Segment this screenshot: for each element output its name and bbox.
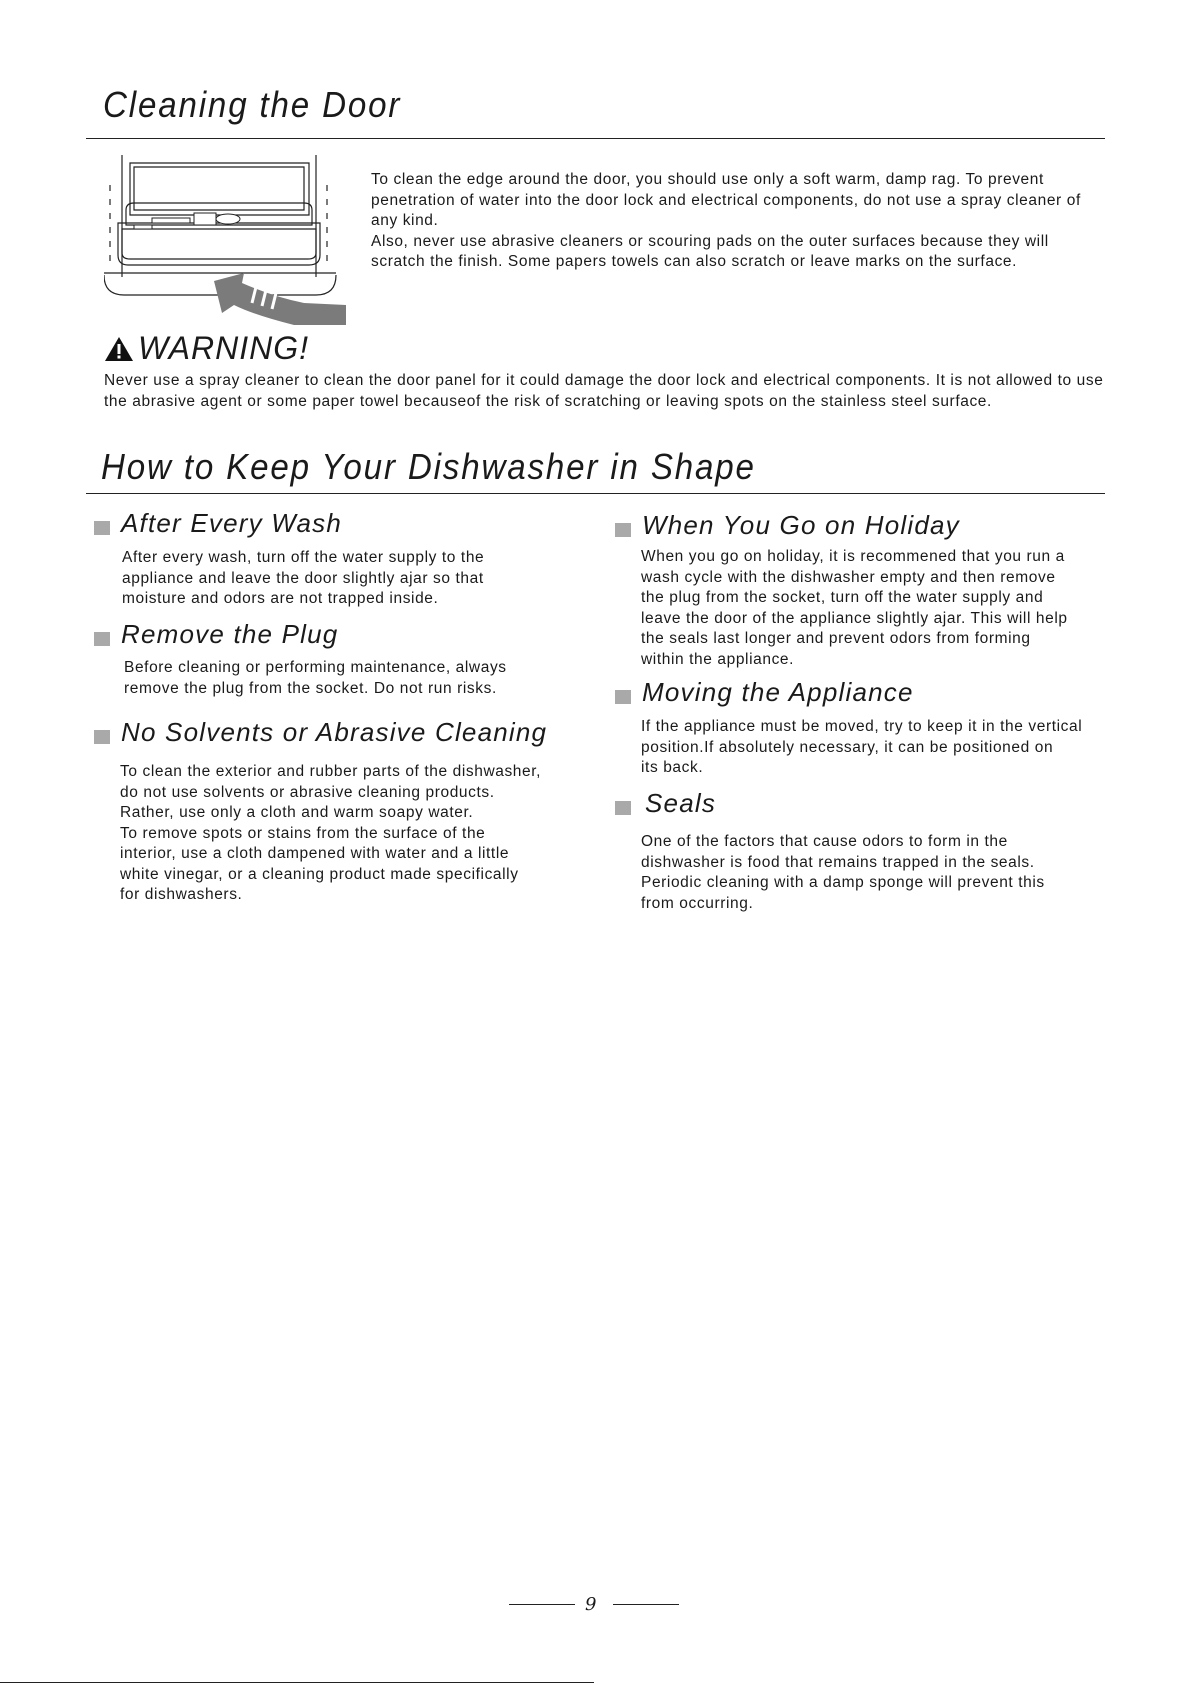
title-divider (86, 138, 1105, 139)
door-cleaning-paragraph-1: To clean the edge around the door, you should use only a soft warm, damp rag. To prevent penetration of water into the door lock and electrical components, do not use a spray cleaner of any kind. (371, 171, 1081, 229)
subsection-body: If the appliance must be moved, try to keep it in the vertical position.If absolutely necessary, it can be positioned on its back. (641, 718, 1083, 776)
page-number: 9 (585, 1594, 597, 1615)
door-cleaning-text (371, 170, 1101, 273)
dishwasher-door-illustration (104, 155, 354, 325)
subsection-body: When you go on holiday, it is recommened that you run a wash cycle with the dishwasher empty and then remove the plug from the socket, turn off the water supply and leave the door of the appliance slightly ajar. This will help the seals last longer and prevent odors from forming within the appliance. (641, 548, 1068, 668)
gray-square-bullet-icon (615, 523, 631, 537)
section-title-cleaning-door: Cleaning the Door (103, 84, 402, 125)
door-cleaning-paragraph-2: Also, never use abrasive cleaners or scouring pads on the outer surfaces because they will scratch the finish. Some papers towels can also scratch or leave marks on the surface. (371, 232, 1049, 270)
subsection-heading: No Solvents or Abrasive Cleaning (94, 717, 547, 748)
subsection-body: After every wash, turn off the water supply to the appliance and leave the door slightly ajar so that moisture and odors are not trapped inside. (122, 549, 485, 607)
gray-square-bullet-icon (94, 632, 110, 646)
subsection-body: Before cleaning or performing maintenance, always remove the plug from the socket. Do not run risks. (124, 659, 507, 697)
subsection-body: One of the factors that cause odors to form in the dishwasher is food that remains trapped in the seals. Periodic cleaning with a damp sponge will prevent this from occurring. (641, 833, 1045, 912)
warning-triangle-icon (104, 336, 134, 362)
subsection-heading: Moving the Appliance (615, 677, 914, 708)
subsection-heading: Seals (615, 788, 716, 819)
gray-square-bullet-icon (94, 521, 110, 535)
title-divider (86, 493, 1105, 494)
warning-label: WARNING! (138, 330, 309, 366)
subsection-heading: When You Go on Holiday (615, 510, 960, 541)
section-title-keep-in-shape: How to Keep Your Dishwasher in Shape (101, 446, 756, 487)
warning-text: Never use a spray cleaner to clean the door panel for it could damage the door lock and electrical components. It is not allowed to use the abrasive agent or some paper towel becauseof the risk of scratching or leaving spots on the stainless steel surface. (104, 372, 1104, 410)
footer-rule-left (509, 1604, 575, 1605)
gray-square-bullet-icon (94, 730, 110, 744)
subsection-body: To clean the exterior and rubber parts of the dishwasher, do not use solvents or abrasive cleaning products. Rather, use only a cloth and warm soapy water. To remove spots or stains from the surface of the interior, use a cloth dampened with water and a little white vinegar, or a cleaning product made specifically for dishwashers. (120, 763, 542, 903)
gray-square-bullet-icon (615, 801, 631, 815)
footer-rule-right (613, 1604, 679, 1605)
warning-heading (104, 330, 309, 367)
gray-square-bullet-icon (615, 690, 631, 704)
subsection-heading: Remove the Plug (94, 619, 338, 650)
subsection-heading: After Every Wash (94, 508, 342, 539)
bottom-edge-rule (0, 1682, 594, 1683)
